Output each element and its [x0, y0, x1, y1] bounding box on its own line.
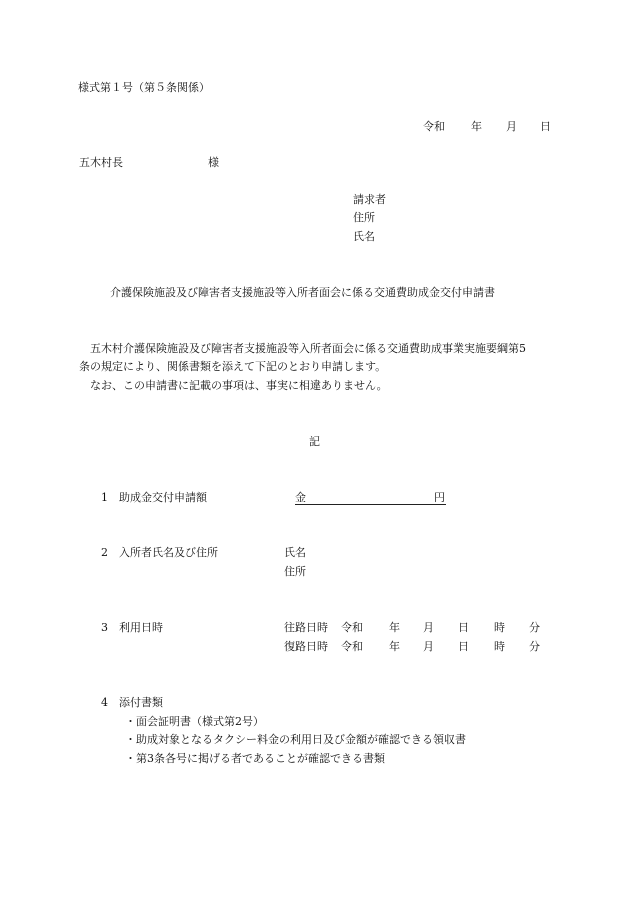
return-label: 復路日時 — [284, 640, 328, 653]
applicant-name: 氏名 — [353, 230, 375, 243]
date-month-unit: 月 — [506, 120, 517, 133]
amount-suffix: 円 — [434, 491, 445, 504]
amount-prefix: 金 — [295, 491, 306, 504]
outbound-day: 日 — [458, 621, 469, 634]
attachment-doc-3: ・第3条各号に掲げる者であることが確認できる書類 — [125, 752, 385, 765]
item-4-label: 添付書類 — [119, 696, 163, 709]
body-line-3: なお、この申請書に記載の事項は、事実に相違ありません。 — [90, 379, 388, 392]
attachment-doc-1: ・面会証明書（様式第2号） — [125, 715, 264, 728]
applicant-label: 請求者 — [353, 193, 386, 206]
return-minute: 分 — [529, 640, 540, 653]
date-year-unit: 年 — [471, 120, 482, 133]
return-year: 年 — [389, 640, 400, 653]
return-day: 日 — [458, 640, 469, 653]
item-3-number: 3 — [101, 621, 108, 634]
amount-underline — [295, 504, 446, 505]
item-1-label: 助成金交付申請額 — [119, 491, 207, 504]
outbound-label: 往路日時 — [284, 621, 328, 634]
return-month: 月 — [423, 640, 434, 653]
outbound-era: 令和 — [341, 621, 363, 634]
item-3-label: 利用日時 — [119, 621, 163, 634]
addressee: 五木村長 — [79, 156, 123, 169]
return-hour: 時 — [494, 640, 505, 653]
body-line-2: 条の規定により、関係書類を添えて下記のとおり申請します。 — [79, 360, 387, 373]
ki-heading: 記 — [309, 435, 320, 448]
outbound-month: 月 — [423, 621, 434, 634]
item-2-label: 入所者氏名及び住所 — [119, 546, 218, 559]
document-title: 介護保険施設及び障害者支援施設等入所者面会に係る交通費助成金交付申請書 — [110, 286, 495, 299]
resident-address-label: 住所 — [284, 565, 306, 578]
attachment-doc-2: ・助成対象となるタクシー料金の利用日及び金額が確認できる領収書 — [125, 733, 466, 746]
return-era: 令和 — [341, 640, 363, 653]
date-day-unit: 日 — [540, 120, 551, 133]
resident-name-label: 氏名 — [284, 546, 306, 559]
outbound-year: 年 — [389, 621, 400, 634]
outbound-hour: 時 — [494, 621, 505, 634]
item-2-number: 2 — [101, 546, 108, 559]
honorific: 様 — [208, 156, 219, 169]
outbound-minute: 分 — [529, 621, 540, 634]
form-number: 様式第１号（第５条関係） — [78, 81, 210, 94]
item-1-number: 1 — [101, 491, 108, 504]
body-line-1: 五木村介護保険施設及び障害者支援施設等入所者面会に係る交通費助成事業実施要綱第5 — [90, 342, 526, 355]
date-era: 令和 — [423, 120, 445, 133]
applicant-address: 住所 — [353, 211, 375, 224]
item-4-number: 4 — [101, 696, 108, 709]
